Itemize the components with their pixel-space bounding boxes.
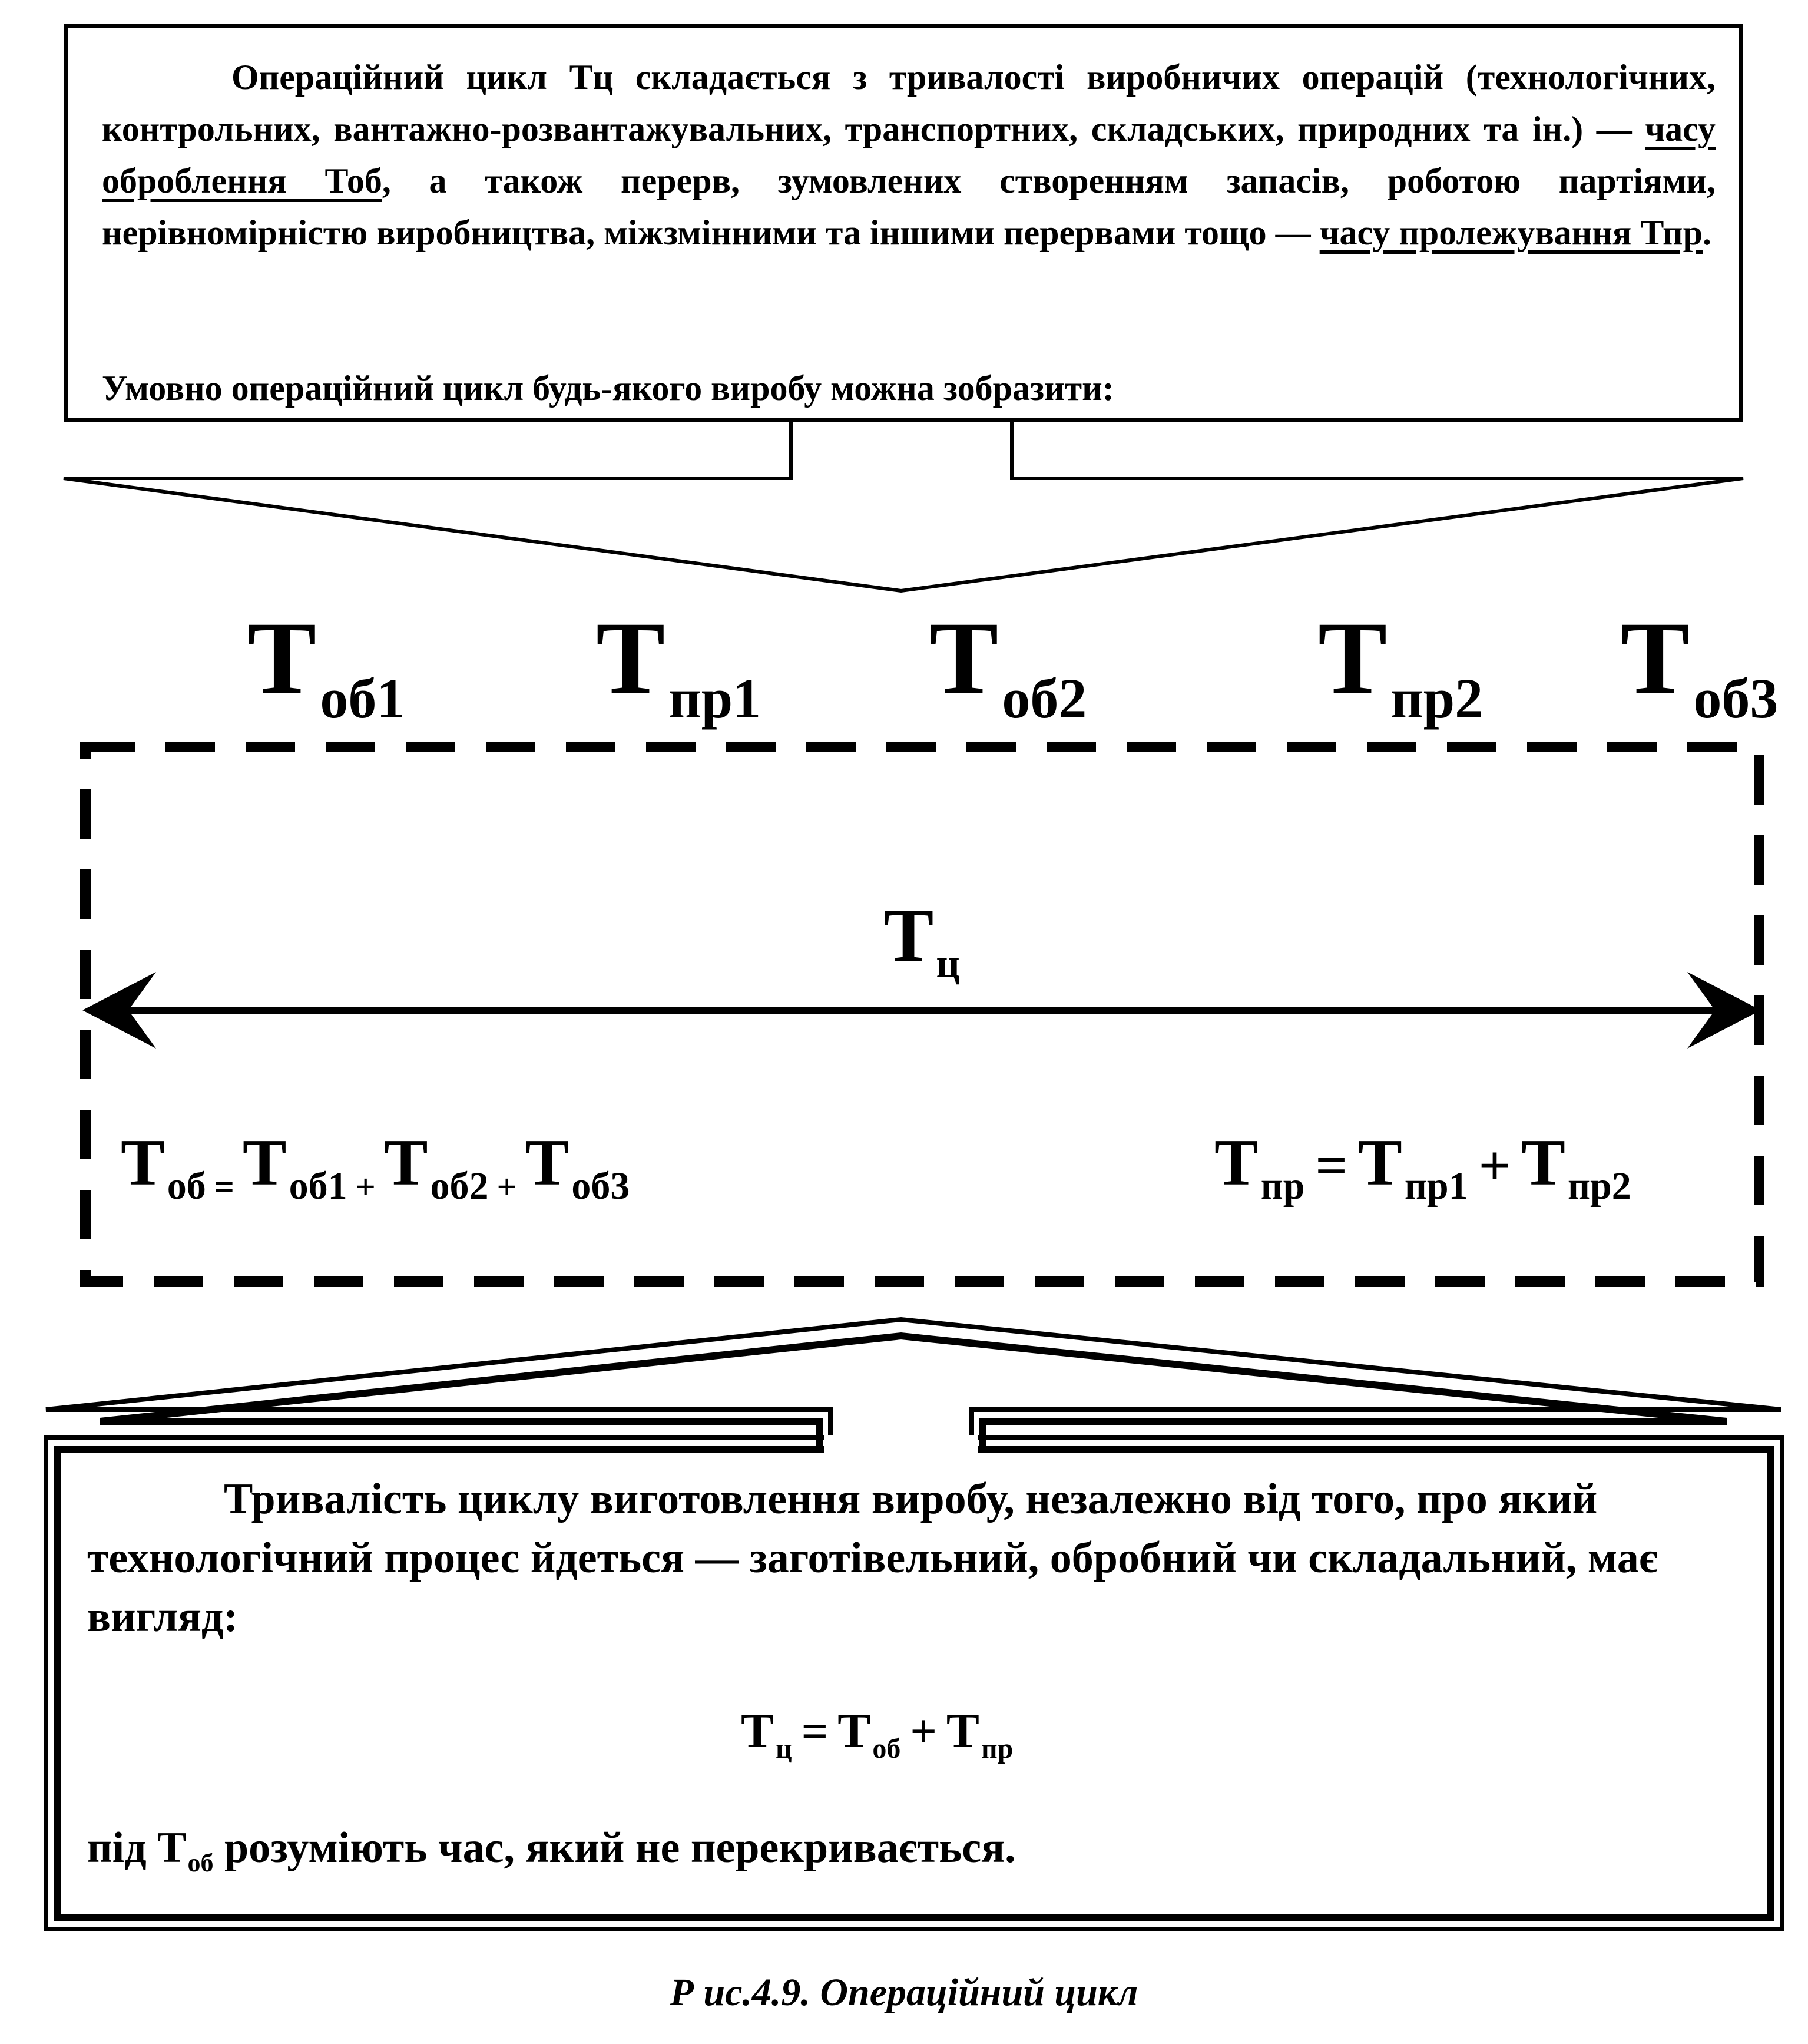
processing-time-term: часу оброблення Тоб	[102, 110, 1716, 200]
label-processing-1: Тоб1	[247, 601, 405, 730]
top-callout-pointer	[64, 422, 1743, 591]
definition-note: Умовно операційний цикл будь-якого виробу можна зобразити:	[102, 369, 1114, 408]
figure-caption: Р ис.4.9. Операційний цикл	[670, 1971, 1138, 2014]
definition-text-start: Операційний цикл Тц складається з тривалості виробничих операцій (технологічних, контрольних, вантажно-розвантажувальних, транспортних, складських, природних та ін.) —	[102, 58, 1716, 148]
processing-sum-formula: Тоб = Тоб1 + Тоб2 + Тоб3	[121, 1126, 630, 1208]
label-processing-3: Тоб3	[1621, 601, 1779, 730]
cycle-formula: Тц = Тоб + Тпр	[741, 1704, 1014, 1764]
cycle-time-label: Тц	[883, 894, 960, 987]
lying-sum-formula: Тпр = Тпр1 + Тпр2	[1214, 1126, 1631, 1208]
label-processing-2: Тоб2	[929, 601, 1087, 730]
definition-text-middle: , а також перерв, зумовлених створенням запасів, роботою партіями, нерівномірністю виробництва, міжзмінними та іншими перервами тощо —	[102, 161, 1716, 252]
definition-text	[102, 51, 1716, 259]
definition-box	[64, 24, 1743, 422]
cycle-duration-text: Тривалість циклу виготовлення виробу, незалежно від того, про який технологічний процес йдеться — заготівельний, обробний чи складальний, має вигляд:	[87, 1475, 1658, 1641]
lying-time-term: часу пролежування Тпр	[1319, 213, 1703, 252]
definition-text-end: .	[1703, 213, 1711, 252]
label-lying-1: Тпр1	[596, 601, 761, 730]
label-lying-2: Тпр2	[1318, 601, 1484, 730]
non-overlap-note: під $Т_{об}$ розуміють час, який не перекривається.	[87, 1824, 1016, 1877]
